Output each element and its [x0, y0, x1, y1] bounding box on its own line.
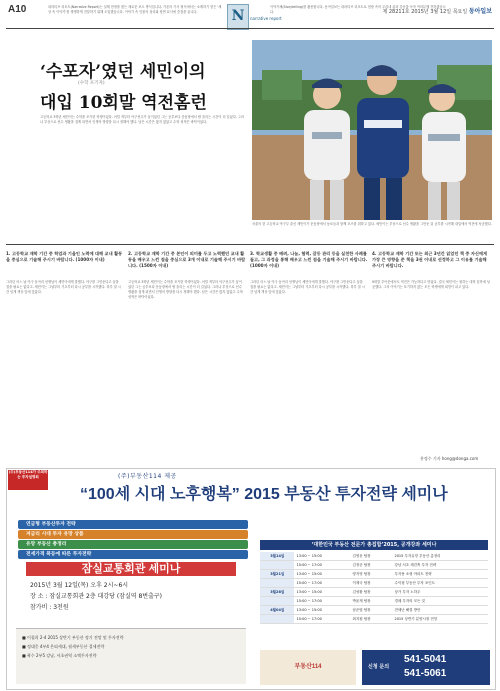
lecture-item: ■ 이철희 2-4 2015 상반기 부동산 정기 전망 및 투자전략 [22, 635, 124, 640]
schedule-row [260, 597, 488, 606]
schedule-speaker: 김영웅 팀장 [350, 552, 392, 561]
lecture-item: ■ 정대웅 4부4 은퇴세대, 월세부동산 절세전략 [22, 644, 105, 649]
schedule-day: 3월21일 [260, 570, 294, 579]
headline-line-1: ‘수포자’였던 세민이의 [40, 62, 206, 82]
schedule-row [260, 606, 488, 615]
headline-kicker: (수학 포기자) [78, 81, 105, 86]
photo-illustration [252, 40, 492, 220]
schedule-day: 3월14일 [260, 552, 294, 561]
essay-question-4: 4. 고등학교 재학 기간 또는 최근 3년간 읽었던 책 중 자신에게 가장 큰 영향을 준 책을 3권 이내로 선정하고 그 이유를 기술해 주시기 바랍니다. [372, 251, 488, 268]
schedule-row [260, 579, 488, 588]
seminar-place: 장 소 : 잠실교통회관 2층 대강당 (잠실역 8번출구) [30, 593, 163, 600]
schedule-row [260, 570, 488, 579]
header-rule [6, 28, 494, 29]
schedule-day [260, 615, 294, 624]
schedule-row [260, 552, 488, 561]
schedule-topic: 경매 투자의 모든 것 [392, 597, 488, 606]
phone-box [362, 650, 490, 685]
schedule-speaker: 이재국 팀장 [350, 579, 392, 588]
footer-brand: 부동산114 [260, 650, 356, 685]
paper-name: 동아일보 [468, 8, 492, 15]
schedule-title: ‘대한민국 부동산 전문가 총집합’2015, 공개강좌 세미나 [260, 540, 488, 550]
lecture-list [16, 628, 246, 684]
intro-right: 이야기체(Storytelling)를 활용합니다. 동아일보는 내러티브 리포트로 현장 속의 우리네 삶과 감동을 독자 여러분께 전하겠습니다. [270, 5, 446, 14]
narrative-logo: N [227, 4, 249, 30]
ad-bullet: 전세가격 폭등에 따른 투자전략 [18, 550, 248, 559]
schedule-row [260, 561, 488, 570]
phone-number-1: 541-5041 [404, 654, 447, 665]
mid-rule [6, 244, 494, 245]
schedule-day: 4월04일 [260, 606, 294, 615]
schedule-speaker: 김성환 팀장 [350, 588, 392, 597]
ad-bullet-list [18, 520, 248, 560]
schedule-topic: 수익형 부동산 투자 포인트 [392, 579, 488, 588]
schedule-topic: 투자용 소형 아파트 전략 [392, 570, 488, 579]
article-body-col-4: 9회말 투아웃에서도 역전은 가능하다고 믿었다. 결국 세민이는 원하는 대학 입학에 성공했다. 그의 이야기는 포기하지 않는 모든 학생에게 희망이 되고 있다. [372, 280, 490, 289]
schedule-day [260, 579, 294, 588]
schedule-day [260, 561, 294, 570]
schedule-speaker: 김정준 팀장 [350, 561, 392, 570]
phone-label: 신청 문의 [368, 664, 390, 670]
schedule-topic: 전세난 해결 방안 [392, 606, 488, 615]
photo-caption: 서울의 한 고등학교 야구부 출신 세민이가 운동장에서 동료들과 함께 포즈를 취하고 있다. 세민이는 부상으로 선수 생활을 그만둔 뒤 공부를 시작해 대입에서 역전에 성공했다. [252, 222, 492, 226]
schedule-time: 13:00 ~ 15:00 [294, 588, 350, 597]
schedule-time: 13:00 ~ 15:00 [294, 606, 350, 615]
headline-line-2: 대입 10회말 역전홈런 [40, 93, 207, 113]
schedule-topic: 2015 상반기 분양시장 전망 [392, 615, 488, 624]
seminar-fee: 참가비 : 3천원 [30, 604, 69, 611]
schedule-speaker: 최지원 팀장 [350, 615, 392, 624]
schedule-row [260, 615, 488, 624]
ad-subtitle: (주)부동산114 제공 [118, 473, 177, 480]
schedule-time: 15:00 ~ 17:00 [294, 579, 350, 588]
essay-question-1: 1. 고등학교 재학 기간 중 학업과 기울인 노력에 대해 교내 활동을 중심으로 기술해 주시기 바랍니다. (1000자 이내) [6, 251, 123, 262]
schedule-time: 15:00 ~ 17:00 [294, 561, 350, 570]
essay-question-3: 3. 학교생활 중 배려, 나눔, 협력, 갈등 관리 등을 실천한 사례를 들고, 그 과정을 통해 배우고 느낀 점을 기술해 주시기 바랍니다. (1000자 이내) [250, 251, 368, 268]
article-body-col-3: 그러던 어느 날 야구 동아리 선생님이 세민이에게 말했다. 야구를 그만둔다고 꿈을 접을 필요는 없다고. 세민이는 그날부터 기초부터 다시 공부를 시작했다. 하루 열 시간 넘게 책상 앞에 앉았다. [250, 280, 365, 294]
phone-number-2: 541-5061 [404, 668, 447, 679]
intro-left: 내러티브 리포트(Narrative Report)는 실제 현장을 찾는 새로운 보도 방식입니다. 기존의 기사 형식에서는 소재하기 힘든 '세상 속 이야기'를 생생하게 전달하기 위해 도입했습니다. 이야기 속 인물의 심리와 장면 묘사에 중점을 둡니다. [48, 5, 222, 14]
ad-title: “100세 시대 노후행복” 2015 부동산 투자전략 세미나 [80, 486, 448, 503]
schedule-time: 15:00 ~ 17:00 [294, 597, 350, 606]
schedule-speaker: 남준엽 팀장 [350, 606, 392, 615]
hall-title: 잠실교통회관 세미나 [26, 562, 236, 576]
article-body-top: 고등학교 3학년 세민이는 수학을 포기한 학생이었다. 어릴 적부터 야구선수가 꿈이었던 그는 공부보다 운동장에서 땀 흘리는 시간이 더 길었다. 그러나 부상으로 선수 생활을 접게 되면서 인생의 방향을 다시 정해야 했다. 남은 시간은 많지 않았고 수학 성적은 바닥이었다. [40, 115, 244, 124]
schedule-day: 3월28일 [260, 588, 294, 597]
essay-question-2: 2. 고등학교 재학 기간 중 본인이 의미를 두고 노력했던 교내 활동을 배우고 느낀 점을 중심으로 3개 이내로 기술해 주시기 바랍니다. (1500자 이내) [128, 251, 246, 268]
schedule-row [260, 588, 488, 597]
narrative-label: narrative report [250, 16, 282, 21]
ad-flag: (주)부동산114가 주최하는 투자설명회 [8, 470, 48, 490]
schedule-time: 15:00 ~ 17:00 [294, 615, 350, 624]
ad-bullet: 연금형 부동산투자 전략 [18, 520, 248, 529]
ad-bullet: 유망 부동산 총정리 [18, 540, 248, 549]
page-number: A10 [8, 4, 27, 15]
article-photo [252, 40, 492, 220]
schedule-day [260, 597, 294, 606]
byline: 홍정수 기자 hong@donga.com [420, 456, 479, 461]
ad-bullet: 저금리 시대 투자 유망 상품 [18, 530, 248, 539]
publication-info [382, 6, 492, 15]
article-body-col-2: 고등학교 3학년 세민이는 수학을 포기한 학생이었다. 어릴 적부터 야구선수가 꿈이었던 그는 공부보다 운동장에서 땀 흘리는 시간이 더 길었다. 그러나 부상으로 선수 생활을 접게 되면서 인생의 방향을 다시 정해야 했다. 남은 시간은 많지 않았고 수학 성적은 바닥이었다. [128, 280, 243, 299]
date: 2015년 3월 12일 목요일 [411, 9, 468, 15]
article-body-col-1: 그러던 어느 날 야구 동아리 선생님이 세민이에게 말했다. 야구를 그만둔다고 꿈을 접을 필요는 없다고. 세민이는 그날부터 기초부터 다시 공부를 시작했다. 하루 열 시간 넘게 책상 앞에 앉았다. [6, 280, 121, 294]
schedule-table-wrap [260, 552, 488, 624]
schedule-speaker: 양지영 팀장 [350, 570, 392, 579]
lecture-item: ■ 곽수 2부5 강남, 서초권역 소액투자전략 [22, 653, 97, 658]
schedule-time: 13:00 ~ 15:00 [294, 570, 350, 579]
schedule-topic: 2015 투자유망 부동산 총정리 [392, 552, 488, 561]
seminar-date: 2015년 3월 12일(목) 오후 2시~6시 [30, 582, 129, 589]
schedule-topic: 상가 투자 노하우 [392, 588, 488, 597]
page-header [0, 0, 500, 22]
schedule-time: 13:00 ~ 15:00 [294, 552, 350, 561]
schedule-table [260, 552, 488, 624]
issue: 제 28211호 [382, 9, 410, 15]
seminar-info [30, 580, 240, 613]
schedule-topic: 강남 서초 재건축 투자 전략 [392, 561, 488, 570]
schedule-speaker: 박윤재 팀장 [350, 597, 392, 606]
